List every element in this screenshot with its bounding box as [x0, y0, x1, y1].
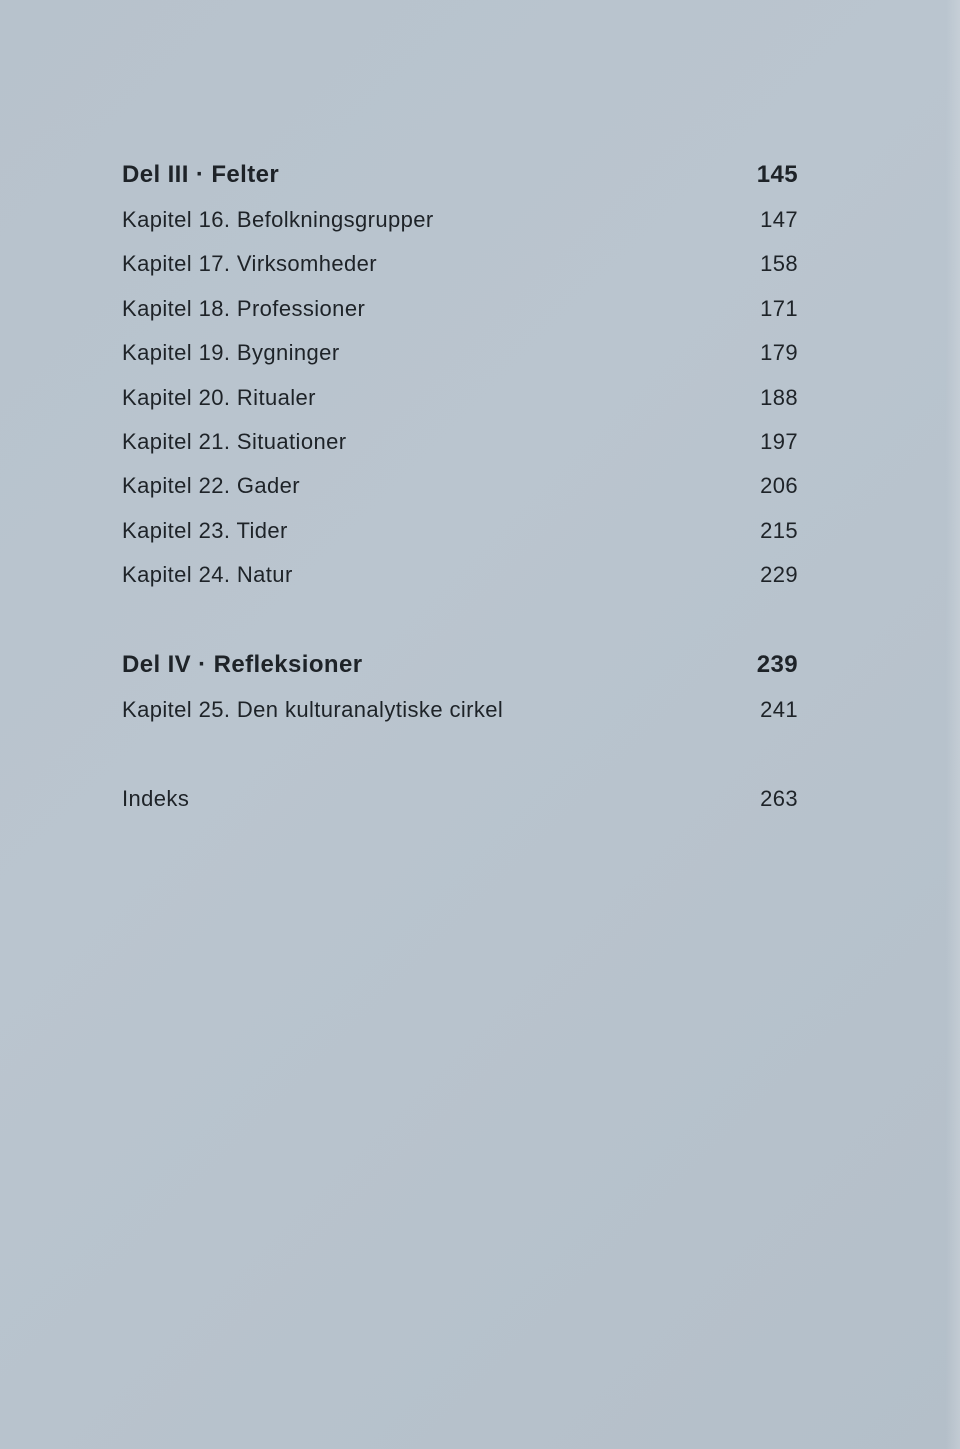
- chapter-page-number: 188: [760, 384, 798, 410]
- chapter-title: Kapitel 23. Tider: [122, 517, 288, 543]
- index-entry: [122, 777, 798, 821]
- toc-entry: [122, 509, 798, 553]
- chapter-page-number: 147: [760, 207, 798, 232]
- toc-entry: [122, 331, 798, 375]
- toc-entry: [122, 376, 798, 420]
- chapter-title: Kapitel 19. Bygninger: [122, 340, 340, 366]
- chapter-title: Kapitel 20. Ritualer: [122, 384, 316, 410]
- toc-entry: [122, 198, 798, 242]
- toc-entry: [122, 420, 798, 464]
- toc-entry: [122, 464, 798, 508]
- chapter-title: Kapitel 17. Virksomheder: [122, 251, 377, 277]
- chapter-page-number: 197: [760, 428, 798, 454]
- table-of-contents: [122, 152, 798, 821]
- part-title: Del IV · Refleksioner: [122, 650, 363, 678]
- section-spacer: [122, 732, 798, 777]
- section-spacer: [122, 598, 798, 642]
- chapter-title: Kapitel 18. Professioner: [122, 295, 366, 321]
- chapter-title: Kapitel 21. Situationer: [122, 428, 347, 454]
- index-label: Indeks: [122, 785, 190, 811]
- chapter-page-number: 215: [760, 517, 798, 543]
- toc-entry: [122, 553, 798, 597]
- chapter-title: Kapitel 24. Natur: [122, 562, 293, 588]
- part-heading: [122, 152, 798, 198]
- chapter-page-number: 241: [760, 696, 798, 722]
- toc-entry: [122, 688, 798, 732]
- part-title: Del III · Felter: [122, 161, 280, 188]
- part-heading: [122, 642, 798, 688]
- chapter-title: Kapitel 22. Gader: [122, 473, 301, 499]
- chapter-page-number: 171: [760, 295, 798, 321]
- index-page-number: 263: [760, 785, 798, 811]
- chapter-title: Kapitel 16. Befolkningsgrupper: [122, 207, 434, 232]
- chapter-title: Kapitel 25. Den kulturanalytiske cirkel: [122, 696, 504, 722]
- toc-entry: [122, 287, 798, 331]
- chapter-page-number: 229: [760, 562, 798, 588]
- part-page-number: 239: [756, 650, 798, 678]
- chapter-page-number: 158: [760, 251, 798, 277]
- chapter-page-number: 179: [760, 340, 798, 366]
- chapter-page-number: 206: [760, 473, 798, 499]
- page-edge-shadow: [946, 0, 960, 1449]
- part-page-number: 145: [756, 161, 798, 188]
- toc-entry: [122, 242, 798, 286]
